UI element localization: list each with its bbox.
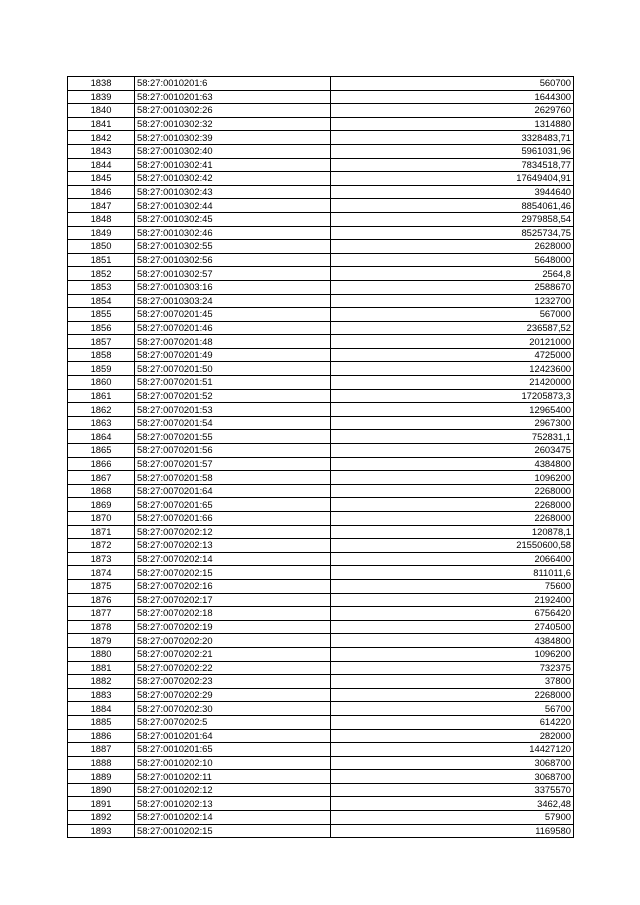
- value-cell: 17649404,91: [331, 172, 574, 186]
- table-row: [68, 77, 574, 91]
- row-number-cell: 1873: [68, 552, 135, 566]
- row-number-cell: 1867: [68, 471, 135, 485]
- value-cell: 752831,1: [331, 430, 574, 444]
- cadastral-number-cell: 58:27:0010201:63: [135, 90, 331, 104]
- value-cell: 614220: [331, 715, 574, 729]
- row-number-cell: 1885: [68, 715, 135, 729]
- value-cell: 75600: [331, 579, 574, 593]
- table-row: [68, 321, 574, 335]
- row-number-cell: 1848: [68, 212, 135, 226]
- table-row: [68, 362, 574, 376]
- row-number-cell: 1856: [68, 321, 135, 335]
- cadastral-number-cell: 58:27:0010302:32: [135, 117, 331, 131]
- table-row: [68, 498, 574, 512]
- cadastral-number-cell: 58:27:0070202:29: [135, 688, 331, 702]
- cadastral-number-cell: 58:27:0010302:44: [135, 199, 331, 213]
- row-number-cell: 1869: [68, 498, 135, 512]
- cadastral-number-cell: 58:27:0070201:56: [135, 444, 331, 458]
- table-row: [68, 226, 574, 240]
- table-row: [68, 512, 574, 526]
- table-row: [68, 90, 574, 104]
- value-cell: 8525734,75: [331, 226, 574, 240]
- table-row: [68, 579, 574, 593]
- row-number-cell: 1846: [68, 185, 135, 199]
- table-row: [68, 240, 574, 254]
- row-number-cell: 1889: [68, 770, 135, 784]
- table-row: [68, 144, 574, 158]
- value-cell: 732375: [331, 661, 574, 675]
- table-row: [68, 661, 574, 675]
- value-cell: 1644300: [331, 90, 574, 104]
- value-cell: 7834518,77: [331, 158, 574, 172]
- value-cell: 17205873,3: [331, 389, 574, 403]
- cadastral-number-cell: 58:27:0010202:15: [135, 824, 331, 838]
- row-number-cell: 1876: [68, 593, 135, 607]
- row-number-cell: 1850: [68, 240, 135, 254]
- cadastral-number-cell: 58:27:0070202:20: [135, 634, 331, 648]
- value-cell: 3462,48: [331, 797, 574, 811]
- cadastral-number-cell: 58:27:0010302:46: [135, 226, 331, 240]
- cadastral-number-cell: 58:27:0010303:16: [135, 280, 331, 294]
- table-row: [68, 797, 574, 811]
- table-row: [68, 403, 574, 417]
- cadastral-number-cell: 58:27:0070201:52: [135, 389, 331, 403]
- table-row: [68, 824, 574, 838]
- table-row: [68, 729, 574, 743]
- table-row: [68, 634, 574, 648]
- cadastral-number-cell: 58:27:0070202:13: [135, 539, 331, 553]
- value-cell: 2628000: [331, 240, 574, 254]
- table-row: [68, 525, 574, 539]
- value-cell: 2268000: [331, 498, 574, 512]
- value-cell: 2967300: [331, 416, 574, 430]
- table-row: [68, 811, 574, 825]
- value-cell: 2066400: [331, 552, 574, 566]
- value-cell: 6756420: [331, 607, 574, 621]
- cadastral-number-cell: 58:27:0070202:16: [135, 579, 331, 593]
- cadastral-number-cell: 58:27:0010302:55: [135, 240, 331, 254]
- table-body: [68, 77, 574, 838]
- row-number-cell: 1858: [68, 348, 135, 362]
- cadastral-number-cell: 58:27:0070201:54: [135, 416, 331, 430]
- cadastral-number-cell: 58:27:0070201:64: [135, 484, 331, 498]
- value-cell: 1314880: [331, 117, 574, 131]
- cadastral-number-cell: 58:27:0070201:66: [135, 512, 331, 526]
- table-row: [68, 185, 574, 199]
- table-row: [68, 158, 574, 172]
- cadastral-number-cell: 58:27:0010202:12: [135, 783, 331, 797]
- cadastral-value-table: [67, 76, 574, 838]
- table-row: [68, 484, 574, 498]
- row-number-cell: 1891: [68, 797, 135, 811]
- table-row: [68, 416, 574, 430]
- table-row: [68, 430, 574, 444]
- row-number-cell: 1853: [68, 280, 135, 294]
- value-cell: 2268000: [331, 688, 574, 702]
- cadastral-number-cell: 58:27:0070202:17: [135, 593, 331, 607]
- value-cell: 57900: [331, 811, 574, 825]
- cadastral-number-cell: 58:27:0010302:45: [135, 212, 331, 226]
- row-number-cell: 1879: [68, 634, 135, 648]
- row-number-cell: 1839: [68, 90, 135, 104]
- table-row: [68, 607, 574, 621]
- cadastral-number-cell: 58:27:0010302:43: [135, 185, 331, 199]
- cadastral-number-cell: 58:27:0070201:53: [135, 403, 331, 417]
- row-number-cell: 1887: [68, 743, 135, 757]
- value-cell: 2268000: [331, 512, 574, 526]
- cadastral-number-cell: 58:27:0070201:55: [135, 430, 331, 444]
- cadastral-number-cell: 58:27:0070202:18: [135, 607, 331, 621]
- cadastral-number-cell: 58:27:0070202:21: [135, 647, 331, 661]
- cadastral-number-cell: 58:27:0010302:57: [135, 267, 331, 281]
- row-number-cell: 1880: [68, 647, 135, 661]
- cadastral-number-cell: 58:27:0010302:56: [135, 253, 331, 267]
- value-cell: 4384800: [331, 634, 574, 648]
- row-number-cell: 1888: [68, 756, 135, 770]
- table-row: [68, 131, 574, 145]
- value-cell: 37800: [331, 675, 574, 689]
- table-row: [68, 647, 574, 661]
- row-number-cell: 1892: [68, 811, 135, 825]
- value-cell: 1096200: [331, 471, 574, 485]
- row-number-cell: 1863: [68, 416, 135, 430]
- value-cell: 56700: [331, 702, 574, 716]
- table-row: [68, 267, 574, 281]
- cadastral-number-cell: 58:27:0010303:24: [135, 294, 331, 308]
- table-row: [68, 593, 574, 607]
- value-cell: 20121000: [331, 335, 574, 349]
- cadastral-number-cell: 58:27:0070201:58: [135, 471, 331, 485]
- cadastral-number-cell: 58:27:0070202:15: [135, 566, 331, 580]
- value-cell: 2979858,54: [331, 212, 574, 226]
- table-row: [68, 117, 574, 131]
- table-row: [68, 783, 574, 797]
- row-number-cell: 1845: [68, 172, 135, 186]
- value-cell: 1169580: [331, 824, 574, 838]
- cadastral-number-cell: 58:27:0070202:12: [135, 525, 331, 539]
- table-row: [68, 566, 574, 580]
- table-row: [68, 212, 574, 226]
- value-cell: 21550600,58: [331, 539, 574, 553]
- value-cell: 5648000: [331, 253, 574, 267]
- row-number-cell: 1854: [68, 294, 135, 308]
- table-row: [68, 688, 574, 702]
- row-number-cell: 1872: [68, 539, 135, 553]
- value-cell: 3375570: [331, 783, 574, 797]
- table-row: [68, 104, 574, 118]
- value-cell: 21420000: [331, 376, 574, 390]
- row-number-cell: 1841: [68, 117, 135, 131]
- row-number-cell: 1855: [68, 308, 135, 322]
- table-row: [68, 199, 574, 213]
- table-row: [68, 471, 574, 485]
- row-number-cell: 1866: [68, 457, 135, 471]
- value-cell: 2740500: [331, 620, 574, 634]
- row-number-cell: 1865: [68, 444, 135, 458]
- value-cell: 2588670: [331, 280, 574, 294]
- value-cell: 14427120: [331, 743, 574, 757]
- row-number-cell: 1862: [68, 403, 135, 417]
- table-row: [68, 172, 574, 186]
- row-number-cell: 1886: [68, 729, 135, 743]
- cadastral-number-cell: 58:27:0010202:14: [135, 811, 331, 825]
- row-number-cell: 1864: [68, 430, 135, 444]
- row-number-cell: 1870: [68, 512, 135, 526]
- cadastral-number-cell: 58:27:0010201:64: [135, 729, 331, 743]
- cadastral-number-cell: 58:27:0070202:14: [135, 552, 331, 566]
- cadastral-number-cell: 58:27:0010201:6: [135, 77, 331, 91]
- cadastral-number-cell: 58:27:0010302:41: [135, 158, 331, 172]
- value-cell: 8854061,46: [331, 199, 574, 213]
- cadastral-number-cell: 58:27:0070201:46: [135, 321, 331, 335]
- value-cell: 1096200: [331, 647, 574, 661]
- row-number-cell: 1890: [68, 783, 135, 797]
- row-number-cell: 1840: [68, 104, 135, 118]
- row-number-cell: 1878: [68, 620, 135, 634]
- table-row: [68, 444, 574, 458]
- table-row: [68, 620, 574, 634]
- row-number-cell: 1849: [68, 226, 135, 240]
- value-cell: 811011,6: [331, 566, 574, 580]
- row-number-cell: 1868: [68, 484, 135, 498]
- cadastral-number-cell: 58:27:0070201:57: [135, 457, 331, 471]
- cadastral-number-cell: 58:27:0010201:65: [135, 743, 331, 757]
- value-cell: 2192400: [331, 593, 574, 607]
- value-cell: 2564,8: [331, 267, 574, 281]
- table-row: [68, 457, 574, 471]
- value-cell: 2603475: [331, 444, 574, 458]
- row-number-cell: 1838: [68, 77, 135, 91]
- cadastral-number-cell: 58:27:0070202:22: [135, 661, 331, 675]
- row-number-cell: 1851: [68, 253, 135, 267]
- cadastral-number-cell: 58:27:0070201:48: [135, 335, 331, 349]
- value-cell: 4384800: [331, 457, 574, 471]
- row-number-cell: 1847: [68, 199, 135, 213]
- row-number-cell: 1860: [68, 376, 135, 390]
- row-number-cell: 1843: [68, 144, 135, 158]
- table-row: [68, 348, 574, 362]
- cadastral-number-cell: 58:27:0010202:13: [135, 797, 331, 811]
- table-row: [68, 715, 574, 729]
- table-row: [68, 335, 574, 349]
- row-number-cell: 1883: [68, 688, 135, 702]
- value-cell: 2629760: [331, 104, 574, 118]
- row-number-cell: 1852: [68, 267, 135, 281]
- table-row: [68, 675, 574, 689]
- row-number-cell: 1874: [68, 566, 135, 580]
- row-number-cell: 1842: [68, 131, 135, 145]
- table-row: [68, 253, 574, 267]
- value-cell: 5961031,96: [331, 144, 574, 158]
- value-cell: 1232700: [331, 294, 574, 308]
- value-cell: 120878,1: [331, 525, 574, 539]
- row-number-cell: 1875: [68, 579, 135, 593]
- value-cell: 567000: [331, 308, 574, 322]
- table-row: [68, 539, 574, 553]
- row-number-cell: 1857: [68, 335, 135, 349]
- table-row: [68, 702, 574, 716]
- cadastral-number-cell: 58:27:0010302:26: [135, 104, 331, 118]
- value-cell: 3068700: [331, 770, 574, 784]
- table-row: [68, 308, 574, 322]
- row-number-cell: 1881: [68, 661, 135, 675]
- cadastral-number-cell: 58:27:0010202:10: [135, 756, 331, 770]
- cadastral-number-cell: 58:27:0010302:40: [135, 144, 331, 158]
- value-cell: 282000: [331, 729, 574, 743]
- cadastral-number-cell: 58:27:0070201:51: [135, 376, 331, 390]
- cadastral-number-cell: 58:27:0070201:65: [135, 498, 331, 512]
- cadastral-number-cell: 58:27:0070202:30: [135, 702, 331, 716]
- cadastral-number-cell: 58:27:0070202:23: [135, 675, 331, 689]
- row-number-cell: 1861: [68, 389, 135, 403]
- cadastral-number-cell: 58:27:0070201:50: [135, 362, 331, 376]
- value-cell: 3068700: [331, 756, 574, 770]
- row-number-cell: 1844: [68, 158, 135, 172]
- cadastral-number-cell: 58:27:0010302:39: [135, 131, 331, 145]
- row-number-cell: 1877: [68, 607, 135, 621]
- table-row: [68, 389, 574, 403]
- value-cell: 4725000: [331, 348, 574, 362]
- table-row: [68, 743, 574, 757]
- table-row: [68, 770, 574, 784]
- row-number-cell: 1893: [68, 824, 135, 838]
- cadastral-number-cell: 58:27:0070201:45: [135, 308, 331, 322]
- value-cell: 2268000: [331, 484, 574, 498]
- cadastral-number-cell: 58:27:0070201:49: [135, 348, 331, 362]
- value-cell: 3944640: [331, 185, 574, 199]
- row-number-cell: 1871: [68, 525, 135, 539]
- value-cell: 236587,52: [331, 321, 574, 335]
- value-cell: 12965400: [331, 403, 574, 417]
- value-cell: 3328483,71: [331, 131, 574, 145]
- row-number-cell: 1882: [68, 675, 135, 689]
- value-cell: 12423600: [331, 362, 574, 376]
- table-row: [68, 294, 574, 308]
- cadastral-number-cell: 58:27:0070202:19: [135, 620, 331, 634]
- cadastral-number-cell: 58:27:0010302:42: [135, 172, 331, 186]
- row-number-cell: 1884: [68, 702, 135, 716]
- cadastral-number-cell: 58:27:0070202:5: [135, 715, 331, 729]
- table-row: [68, 280, 574, 294]
- table-row: [68, 376, 574, 390]
- table-row: [68, 756, 574, 770]
- table-row: [68, 552, 574, 566]
- row-number-cell: 1859: [68, 362, 135, 376]
- value-cell: 560700: [331, 77, 574, 91]
- cadastral-number-cell: 58:27:0010202:11: [135, 770, 331, 784]
